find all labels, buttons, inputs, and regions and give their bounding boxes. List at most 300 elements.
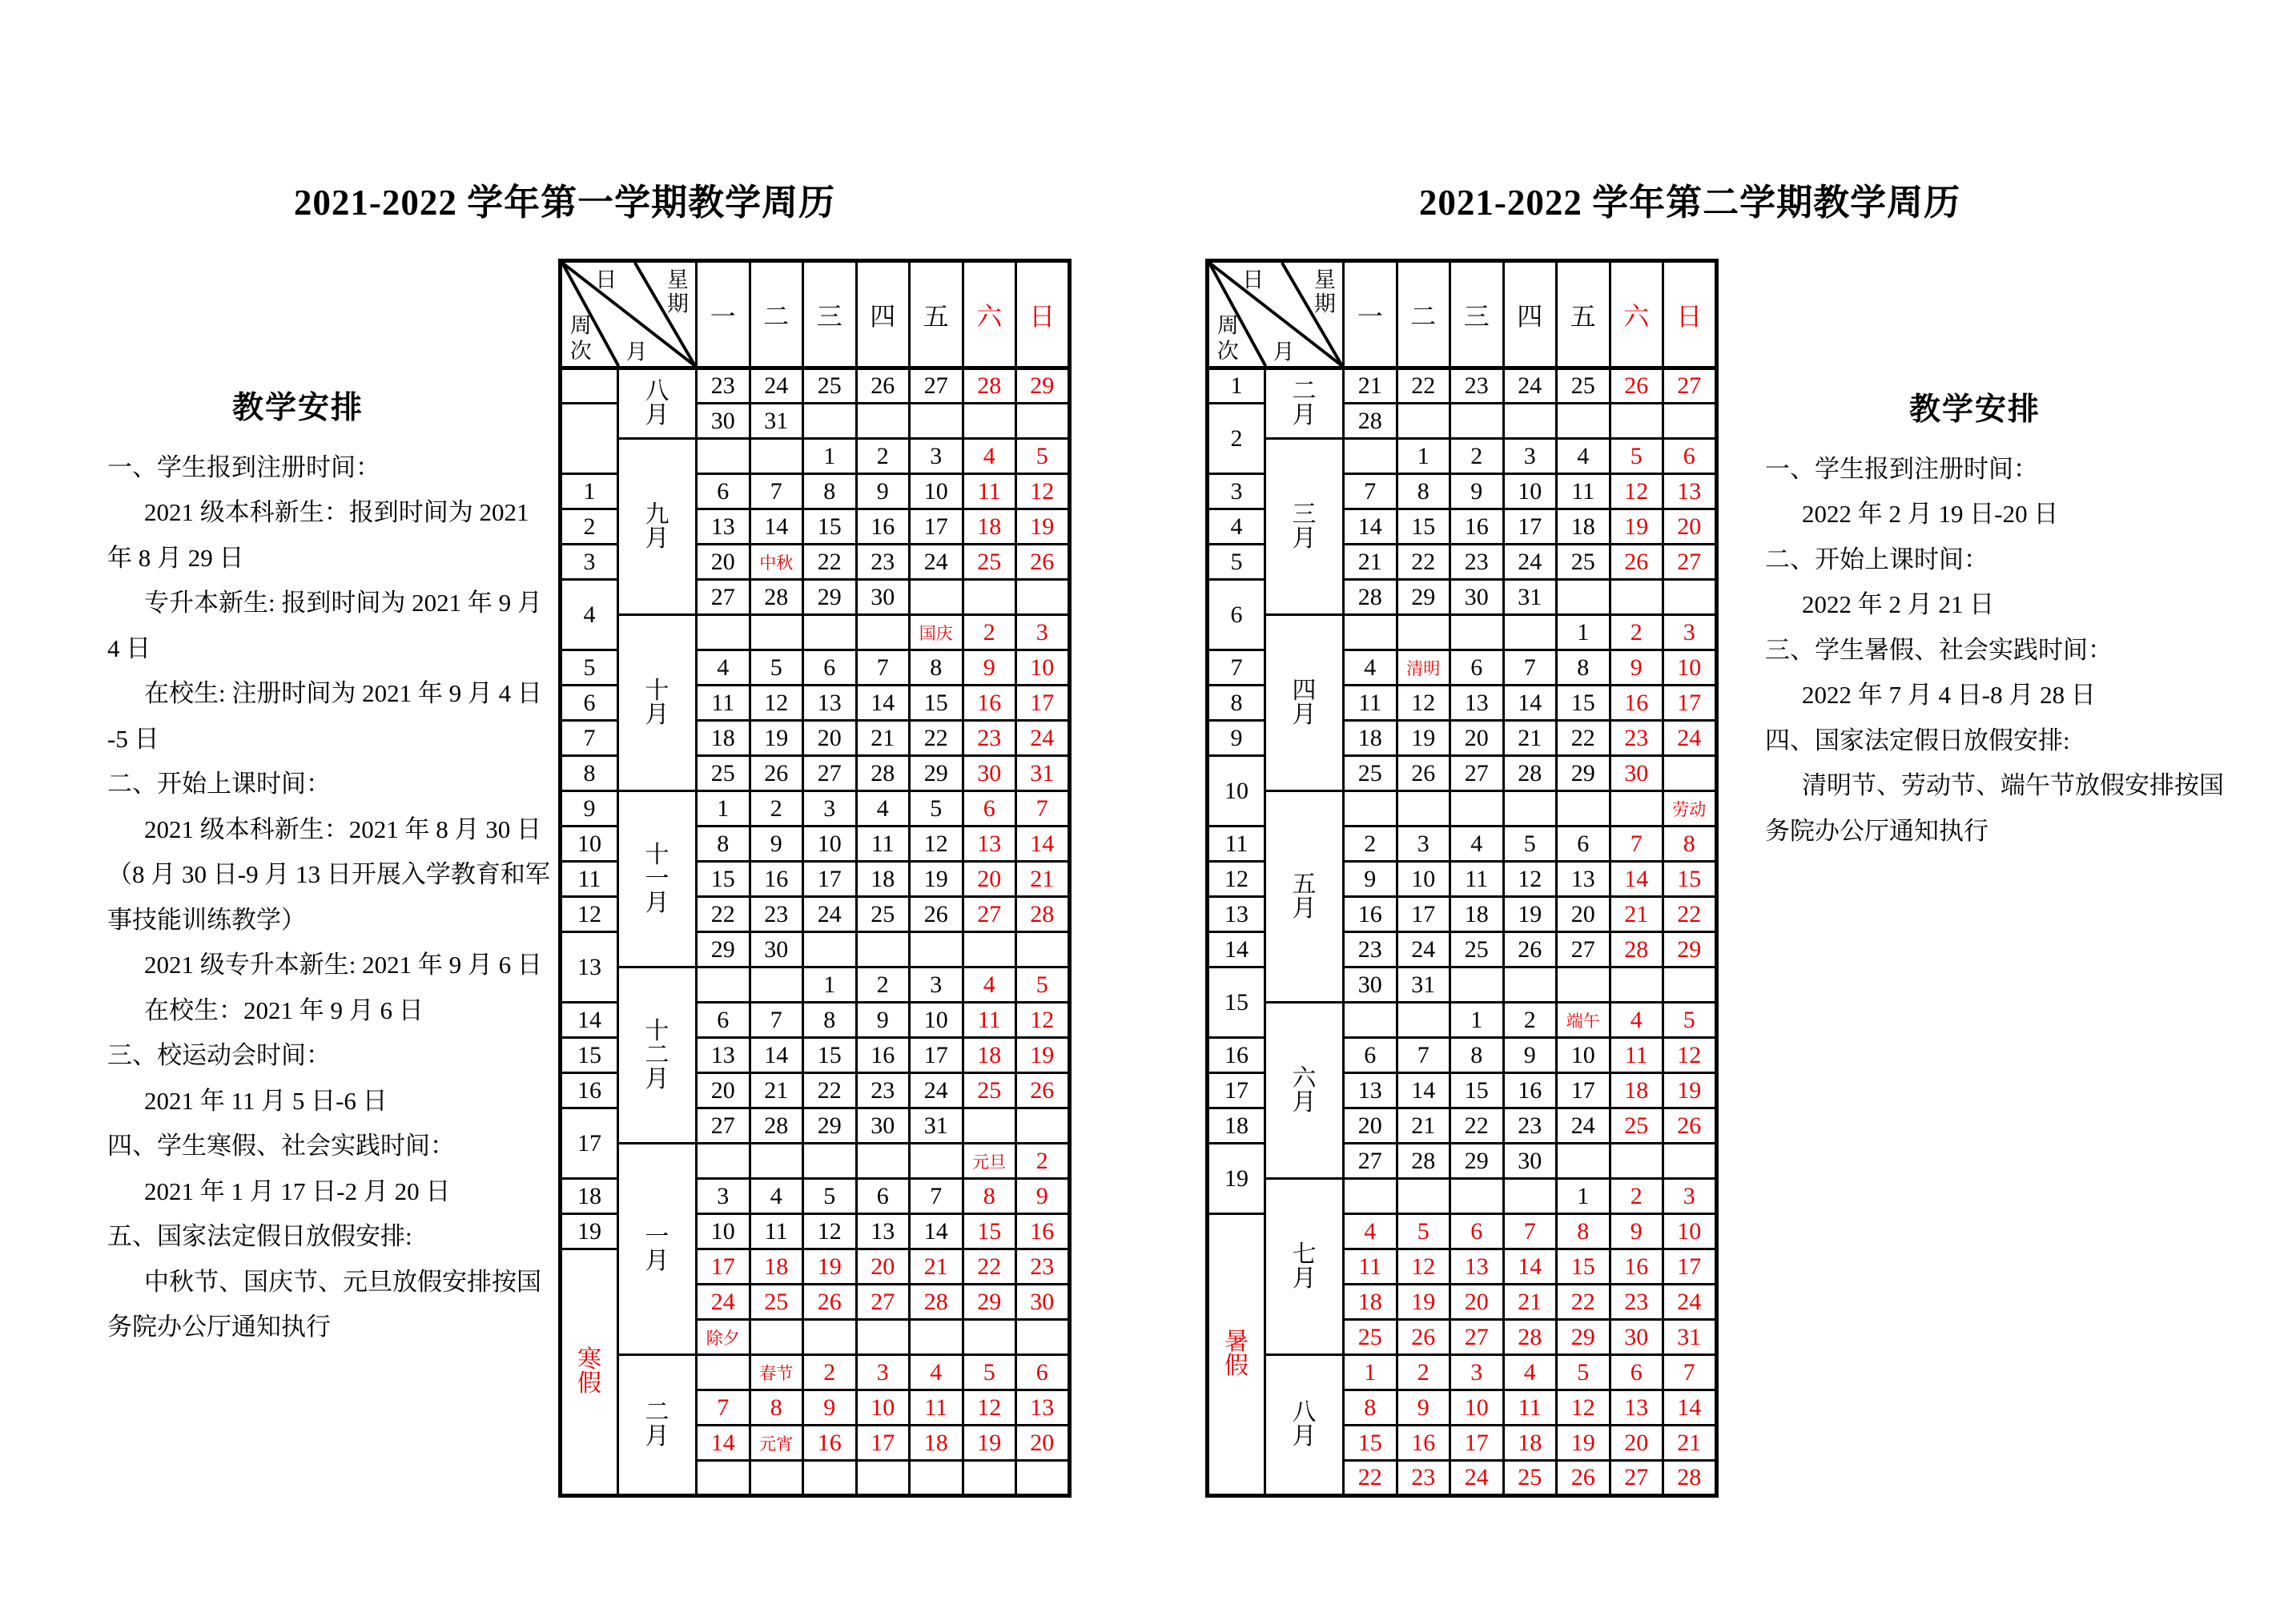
date-cell: 25 bbox=[963, 545, 1016, 580]
month-cell: 九 月 bbox=[618, 439, 697, 615]
date-cell: 26 bbox=[1397, 756, 1450, 791]
date-cell: 26 bbox=[856, 368, 910, 404]
date-cell: 14 bbox=[1610, 862, 1663, 897]
date-cell: 17 bbox=[697, 1249, 750, 1285]
date-cell: 6 bbox=[1450, 650, 1504, 686]
corner-label-weekno: 次 bbox=[1216, 339, 1239, 364]
week-number-cell: 7 bbox=[561, 721, 618, 756]
schedule-line: 2021 级专升本新生: 2021 年 9 月 6 日 bbox=[144, 951, 542, 979]
date-cell bbox=[856, 932, 910, 967]
date-cell: 15 bbox=[910, 686, 963, 721]
date-cell bbox=[1344, 439, 1397, 474]
date-cell: 24 bbox=[1450, 1461, 1504, 1496]
date-cell bbox=[910, 580, 963, 615]
date-cell: 31 bbox=[1663, 1320, 1717, 1355]
date-cell: 28 bbox=[856, 756, 910, 791]
date-cell bbox=[1610, 967, 1663, 1003]
date-cell: 13 bbox=[697, 509, 750, 545]
date-cell: 11 bbox=[1450, 862, 1504, 897]
date-cell: 13 bbox=[1450, 1249, 1504, 1285]
date-cell: 10 bbox=[856, 1390, 910, 1426]
date-cell: 7 bbox=[1610, 827, 1663, 862]
date-cell: 9 bbox=[803, 1390, 857, 1426]
date-cell bbox=[750, 1320, 803, 1355]
date-cell bbox=[1344, 615, 1397, 650]
date-cell bbox=[856, 404, 910, 439]
date-cell: 17 bbox=[1663, 686, 1717, 721]
date-cell bbox=[1016, 404, 1070, 439]
date-cell: 20 bbox=[1450, 721, 1504, 756]
date-cell: 11 bbox=[963, 1003, 1016, 1038]
date-cell: 8 bbox=[697, 827, 750, 862]
semester1-schedule-text bbox=[107, 442, 550, 1347]
date-cell: 20 bbox=[1016, 1426, 1070, 1461]
date-cell: 28 bbox=[1344, 580, 1397, 615]
date-cell: 27 bbox=[910, 368, 963, 404]
schedule-line: 三、学生暑假、社会实践时间： bbox=[1765, 635, 2113, 664]
date-cell: 13 bbox=[803, 686, 857, 721]
date-cell: 19 bbox=[1397, 721, 1450, 756]
date-cell: 22 bbox=[963, 1249, 1016, 1285]
date-cell: 27 bbox=[1663, 545, 1717, 580]
date-cell: 24 bbox=[1503, 368, 1557, 404]
date-cell bbox=[803, 615, 857, 650]
month-cell: 一 月 bbox=[618, 1144, 697, 1355]
date-cell: 14 bbox=[1663, 1390, 1717, 1426]
date-cell: 1 bbox=[1557, 615, 1610, 650]
date-cell: 5 bbox=[910, 791, 963, 827]
date-cell: 31 bbox=[1016, 756, 1070, 791]
week-number-cell: 3 bbox=[561, 545, 618, 580]
date-cell: 28 bbox=[1503, 756, 1557, 791]
date-cell: 9 bbox=[1397, 1390, 1450, 1426]
date-cell: 30 bbox=[750, 932, 803, 967]
date-cell bbox=[750, 1144, 803, 1179]
date-cell: 3 bbox=[1663, 1179, 1717, 1214]
date-cell: 21 bbox=[856, 721, 910, 756]
date-cell: 22 bbox=[803, 545, 857, 580]
date-cell bbox=[1610, 580, 1663, 615]
date-cell: 29 bbox=[963, 1285, 1016, 1320]
date-cell: 8 bbox=[1663, 827, 1717, 862]
date-cell bbox=[750, 615, 803, 650]
date-cell: 17 bbox=[1450, 1426, 1504, 1461]
date-cell: 28 bbox=[1610, 932, 1663, 967]
date-cell: 13 bbox=[1450, 686, 1504, 721]
date-cell bbox=[1663, 756, 1717, 791]
holiday-cell: 元旦 bbox=[963, 1144, 1016, 1179]
month-cell: 二 月 bbox=[618, 1355, 697, 1496]
corner-header-cell bbox=[561, 261, 697, 368]
semester2-schedule-text bbox=[1765, 444, 2224, 851]
date-cell: 12 bbox=[750, 686, 803, 721]
date-cell: 28 bbox=[1397, 1144, 1450, 1179]
corner-label-week: 期 bbox=[666, 292, 689, 316]
weekday-header: 二 bbox=[750, 261, 803, 368]
week-number-cell: 9 bbox=[1208, 721, 1265, 756]
date-cell: 17 bbox=[803, 862, 857, 897]
date-cell: 23 bbox=[1344, 932, 1397, 967]
date-cell: 5 bbox=[963, 1355, 1016, 1390]
date-cell: 26 bbox=[750, 756, 803, 791]
date-cell bbox=[803, 1144, 857, 1179]
date-cell: 17 bbox=[910, 509, 963, 545]
calendar-week-row bbox=[561, 1144, 1070, 1179]
date-cell: 2 bbox=[1344, 827, 1397, 862]
calendar-week-row bbox=[1208, 791, 1717, 827]
calendar-week-row bbox=[561, 967, 1070, 1003]
date-cell: 3 bbox=[910, 967, 963, 1003]
date-cell: 15 bbox=[803, 1038, 857, 1073]
date-cell bbox=[856, 1320, 910, 1355]
date-cell: 23 bbox=[856, 1073, 910, 1108]
date-cell bbox=[697, 439, 750, 474]
date-cell: 24 bbox=[697, 1285, 750, 1320]
month-cell: 四 月 bbox=[1265, 615, 1344, 791]
date-cell: 11 bbox=[750, 1214, 803, 1249]
date-cell: 20 bbox=[856, 1249, 910, 1285]
date-cell: 12 bbox=[1503, 862, 1557, 897]
date-cell: 3 bbox=[1503, 439, 1557, 474]
date-cell bbox=[1610, 1144, 1663, 1179]
date-cell: 26 bbox=[1016, 1073, 1070, 1108]
holiday-cell: 劳动 bbox=[1663, 791, 1717, 827]
date-cell: 16 bbox=[1503, 1073, 1557, 1108]
date-cell: 12 bbox=[1397, 1249, 1450, 1285]
date-cell bbox=[1344, 1003, 1397, 1038]
date-cell: 30 bbox=[1450, 580, 1504, 615]
date-cell: 18 bbox=[1344, 1285, 1397, 1320]
month-cell: 八 月 bbox=[618, 368, 697, 439]
schedule-line: 四、学生寒假、社会实践时间： bbox=[107, 1132, 455, 1160]
date-cell: 23 bbox=[963, 721, 1016, 756]
date-cell: 22 bbox=[1557, 1285, 1610, 1320]
date-cell: 10 bbox=[1503, 474, 1557, 509]
date-cell: 22 bbox=[1557, 721, 1610, 756]
date-cell: 11 bbox=[1344, 1249, 1397, 1285]
date-cell: 4 bbox=[963, 439, 1016, 474]
date-cell: 23 bbox=[856, 545, 910, 580]
date-cell bbox=[1450, 967, 1504, 1003]
date-cell: 9 bbox=[1503, 1038, 1557, 1073]
date-cell bbox=[1503, 404, 1557, 439]
date-cell: 12 bbox=[1016, 474, 1070, 509]
date-cell: 14 bbox=[697, 1426, 750, 1461]
date-cell: 2 bbox=[963, 615, 1016, 650]
date-cell: 25 bbox=[1344, 1320, 1397, 1355]
date-cell: 7 bbox=[856, 650, 910, 686]
date-cell bbox=[963, 1108, 1016, 1144]
month-cell: 十 月 bbox=[618, 615, 697, 791]
date-cell: 30 bbox=[1016, 1285, 1070, 1320]
schedule-line: 4 日 bbox=[107, 634, 151, 662]
date-cell: 24 bbox=[803, 897, 857, 932]
date-cell: 24 bbox=[1397, 932, 1450, 967]
date-cell: 25 bbox=[1344, 756, 1397, 791]
date-cell: 13 bbox=[697, 1038, 750, 1073]
date-cell: 19 bbox=[1016, 1038, 1070, 1073]
date-cell: 3 bbox=[803, 791, 857, 827]
week-number-cell: 6 bbox=[1208, 580, 1265, 650]
date-cell: 22 bbox=[1344, 1461, 1397, 1496]
week-number-cell: 16 bbox=[1208, 1038, 1265, 1073]
date-cell: 7 bbox=[750, 1003, 803, 1038]
date-cell bbox=[803, 404, 857, 439]
date-cell: 29 bbox=[1557, 1320, 1610, 1355]
calendar-week-row bbox=[561, 1355, 1070, 1390]
date-cell: 19 bbox=[1663, 1073, 1717, 1108]
date-cell: 15 bbox=[1344, 1426, 1397, 1461]
month-cell: 七 月 bbox=[1265, 1179, 1344, 1355]
date-cell: 22 bbox=[1663, 897, 1717, 932]
date-cell bbox=[697, 1461, 750, 1496]
date-cell: 15 bbox=[1397, 509, 1450, 545]
date-cell: 20 bbox=[697, 1073, 750, 1108]
date-cell: 24 bbox=[1557, 1108, 1610, 1144]
date-cell: 26 bbox=[803, 1285, 857, 1320]
date-cell: 26 bbox=[1557, 1461, 1610, 1496]
date-cell: 16 bbox=[856, 1038, 910, 1073]
date-cell: 16 bbox=[1397, 1426, 1450, 1461]
date-cell: 14 bbox=[1503, 1249, 1557, 1285]
date-cell: 4 bbox=[1557, 439, 1610, 474]
date-cell: 3 bbox=[1663, 615, 1717, 650]
date-cell: 5 bbox=[1016, 967, 1070, 1003]
date-cell: 21 bbox=[1663, 1426, 1717, 1461]
calendar-week-row bbox=[561, 615, 1070, 650]
date-cell: 28 bbox=[1503, 1320, 1557, 1355]
date-cell: 30 bbox=[697, 404, 750, 439]
date-cell: 18 bbox=[1344, 721, 1397, 756]
date-cell: 3 bbox=[856, 1355, 910, 1390]
date-cell: 30 bbox=[963, 756, 1016, 791]
corner-label-week: 星 bbox=[666, 267, 689, 292]
calendar-week-row bbox=[1208, 1355, 1717, 1390]
corner-label-day: 日 bbox=[595, 267, 617, 292]
date-cell: 30 bbox=[856, 580, 910, 615]
date-cell: 30 bbox=[1503, 1144, 1557, 1179]
date-cell: 10 bbox=[803, 827, 857, 862]
calendar-week-row bbox=[1208, 439, 1717, 474]
date-cell bbox=[910, 1320, 963, 1355]
date-cell: 18 bbox=[1503, 1426, 1557, 1461]
date-cell: 1 bbox=[1557, 1179, 1610, 1214]
date-cell: 2 bbox=[1503, 1003, 1557, 1038]
date-cell: 3 bbox=[697, 1179, 750, 1214]
date-cell: 14 bbox=[1503, 686, 1557, 721]
date-cell bbox=[910, 932, 963, 967]
date-cell: 13 bbox=[1610, 1390, 1663, 1426]
corner-label-week: 星 bbox=[1313, 267, 1336, 292]
date-cell: 11 bbox=[1344, 686, 1397, 721]
date-cell: 12 bbox=[963, 1390, 1016, 1426]
date-cell: 25 bbox=[803, 368, 857, 404]
date-cell: 26 bbox=[1663, 1108, 1717, 1144]
schedule-line: 中秋节、国庆节、元旦放假安排按国 bbox=[144, 1267, 541, 1296]
date-cell bbox=[963, 580, 1016, 615]
date-cell: 7 bbox=[1503, 1214, 1557, 1249]
date-cell: 20 bbox=[697, 545, 750, 580]
month-cell: 三 月 bbox=[1265, 439, 1344, 615]
weekday-header: 三 bbox=[803, 261, 857, 368]
schedule-line: 2022 年 2 月 21 日 bbox=[1802, 590, 1995, 619]
date-cell: 12 bbox=[1610, 474, 1663, 509]
date-cell: 17 bbox=[1016, 686, 1070, 721]
date-cell: 18 bbox=[856, 862, 910, 897]
date-cell: 10 bbox=[1397, 862, 1450, 897]
date-cell: 1 bbox=[1450, 1003, 1504, 1038]
schedule-line: 2021 级本科新生：2021 年 8 月 30 日 bbox=[144, 815, 541, 843]
schedule-line: 三、校运动会时间： bbox=[107, 1041, 331, 1070]
date-cell bbox=[1397, 1003, 1450, 1038]
date-cell: 11 bbox=[1557, 474, 1610, 509]
week-number-cell: 19 bbox=[561, 1214, 618, 1249]
holiday-cell: 元宵 bbox=[750, 1426, 803, 1461]
date-cell: 23 bbox=[1450, 368, 1504, 404]
date-cell bbox=[750, 439, 803, 474]
date-cell bbox=[963, 932, 1016, 967]
date-cell: 19 bbox=[750, 721, 803, 756]
week-number-cell: 3 bbox=[1208, 474, 1265, 509]
date-cell: 11 bbox=[856, 827, 910, 862]
date-cell: 7 bbox=[697, 1390, 750, 1426]
date-cell: 1 bbox=[1344, 1355, 1397, 1390]
date-cell: 24 bbox=[1663, 721, 1717, 756]
month-cell: 二 月 bbox=[1265, 368, 1344, 439]
week-number-cell: 5 bbox=[1208, 545, 1265, 580]
schedule-line: 2022 年 2 月 19 日-20 日 bbox=[1802, 500, 2059, 529]
date-cell: 5 bbox=[803, 1179, 857, 1214]
date-cell bbox=[1450, 1179, 1504, 1214]
week-number-cell: 2 bbox=[561, 509, 618, 545]
date-cell: 19 bbox=[1016, 509, 1070, 545]
date-cell: 23 bbox=[1503, 1108, 1557, 1144]
date-cell bbox=[1557, 580, 1610, 615]
month-cell: 十 二 月 bbox=[618, 967, 697, 1144]
date-cell: 13 bbox=[1344, 1073, 1397, 1108]
date-cell: 6 bbox=[856, 1179, 910, 1214]
schedule-line: 二、开始上课时间： bbox=[1765, 545, 1988, 573]
date-cell: 18 bbox=[697, 721, 750, 756]
holiday-cell: 国庆 bbox=[910, 615, 963, 650]
date-cell: 2 bbox=[750, 791, 803, 827]
schedule-line: 2021 级本科新生：报到时间为 2021 bbox=[144, 498, 529, 527]
weekday-header: 一 bbox=[697, 261, 750, 368]
date-cell: 21 bbox=[1344, 545, 1397, 580]
date-cell: 24 bbox=[910, 545, 963, 580]
date-cell: 31 bbox=[910, 1108, 963, 1144]
date-cell: 10 bbox=[910, 1003, 963, 1038]
date-cell: 18 bbox=[963, 1038, 1016, 1073]
weekday-header: 二 bbox=[1397, 261, 1450, 368]
date-cell: 22 bbox=[1397, 368, 1450, 404]
date-cell: 13 bbox=[963, 827, 1016, 862]
date-cell: 27 bbox=[856, 1285, 910, 1320]
schedule-line: 务院办公厅通知执行 bbox=[107, 1313, 331, 1341]
date-cell: 22 bbox=[910, 721, 963, 756]
date-cell: 27 bbox=[1344, 1144, 1397, 1179]
date-cell: 21 bbox=[1503, 721, 1557, 756]
date-cell: 20 bbox=[803, 721, 857, 756]
date-cell: 17 bbox=[910, 1038, 963, 1073]
date-cell: 13 bbox=[1663, 474, 1717, 509]
date-cell: 18 bbox=[1557, 509, 1610, 545]
date-cell: 28 bbox=[1663, 1461, 1717, 1496]
date-cell: 1 bbox=[1397, 439, 1450, 474]
week-number-cell: 12 bbox=[561, 897, 618, 932]
week-number-cell: 4 bbox=[561, 580, 618, 650]
date-cell: 26 bbox=[1397, 1320, 1450, 1355]
date-cell: 24 bbox=[910, 1073, 963, 1108]
date-cell: 20 bbox=[1610, 1426, 1663, 1461]
date-cell: 16 bbox=[1016, 1214, 1070, 1249]
semester2-schedule-heading: 教学安排 bbox=[1908, 392, 2041, 427]
date-cell: 9 bbox=[1450, 474, 1504, 509]
date-cell: 8 bbox=[1557, 650, 1610, 686]
date-cell: 19 bbox=[910, 862, 963, 897]
date-cell: 11 bbox=[963, 474, 1016, 509]
date-cell: 4 bbox=[697, 650, 750, 686]
schedule-line: 在校生: 注册时间为 2021 年 9 月 4 日 bbox=[144, 679, 542, 708]
corner-label-weekno: 次 bbox=[569, 339, 592, 364]
date-cell: 6 bbox=[697, 474, 750, 509]
date-cell: 29 bbox=[697, 932, 750, 967]
date-cell: 28 bbox=[750, 580, 803, 615]
date-cell bbox=[1503, 1179, 1557, 1214]
date-cell: 25 bbox=[1557, 545, 1610, 580]
date-cell: 9 bbox=[750, 827, 803, 862]
date-cell: 8 bbox=[1450, 1038, 1504, 1073]
date-cell: 8 bbox=[1397, 474, 1450, 509]
date-cell: 17 bbox=[1397, 897, 1450, 932]
weekday-header: 四 bbox=[1503, 261, 1557, 368]
holiday-cell: 端午 bbox=[1557, 1003, 1610, 1038]
weekday-header: 日 bbox=[1016, 261, 1070, 368]
weekday-header: 日 bbox=[1663, 261, 1717, 368]
date-cell: 14 bbox=[1016, 827, 1070, 862]
date-cell: 4 bbox=[856, 791, 910, 827]
date-cell: 1 bbox=[803, 967, 857, 1003]
date-cell: 24 bbox=[1663, 1285, 1717, 1320]
week-number-cell: 8 bbox=[561, 756, 618, 791]
calendar-week-row bbox=[1208, 368, 1717, 404]
date-cell bbox=[1610, 404, 1663, 439]
date-cell: 21 bbox=[1397, 1108, 1450, 1144]
date-cell: 9 bbox=[1610, 650, 1663, 686]
date-cell: 14 bbox=[750, 509, 803, 545]
date-cell: 29 bbox=[910, 756, 963, 791]
date-cell: 15 bbox=[1557, 1249, 1610, 1285]
semester1-schedule-heading: 教学安排 bbox=[231, 391, 364, 425]
date-cell: 29 bbox=[803, 1108, 857, 1144]
date-cell: 26 bbox=[1610, 545, 1663, 580]
week-number-cell: 8 bbox=[1208, 686, 1265, 721]
date-cell: 23 bbox=[1610, 1285, 1663, 1320]
week-number-cell: 15 bbox=[561, 1038, 618, 1073]
week-number-cell: 13 bbox=[1208, 897, 1265, 932]
date-cell: 9 bbox=[1016, 1179, 1070, 1214]
date-cell: 16 bbox=[1344, 897, 1397, 932]
date-cell: 21 bbox=[910, 1249, 963, 1285]
date-cell: 3 bbox=[910, 439, 963, 474]
date-cell bbox=[750, 967, 803, 1003]
date-cell: 5 bbox=[1610, 439, 1663, 474]
date-cell: 25 bbox=[697, 756, 750, 791]
date-cell: 14 bbox=[856, 686, 910, 721]
week-number-cell: 10 bbox=[1208, 756, 1265, 827]
date-cell bbox=[1397, 791, 1450, 827]
date-cell bbox=[1344, 1179, 1397, 1214]
